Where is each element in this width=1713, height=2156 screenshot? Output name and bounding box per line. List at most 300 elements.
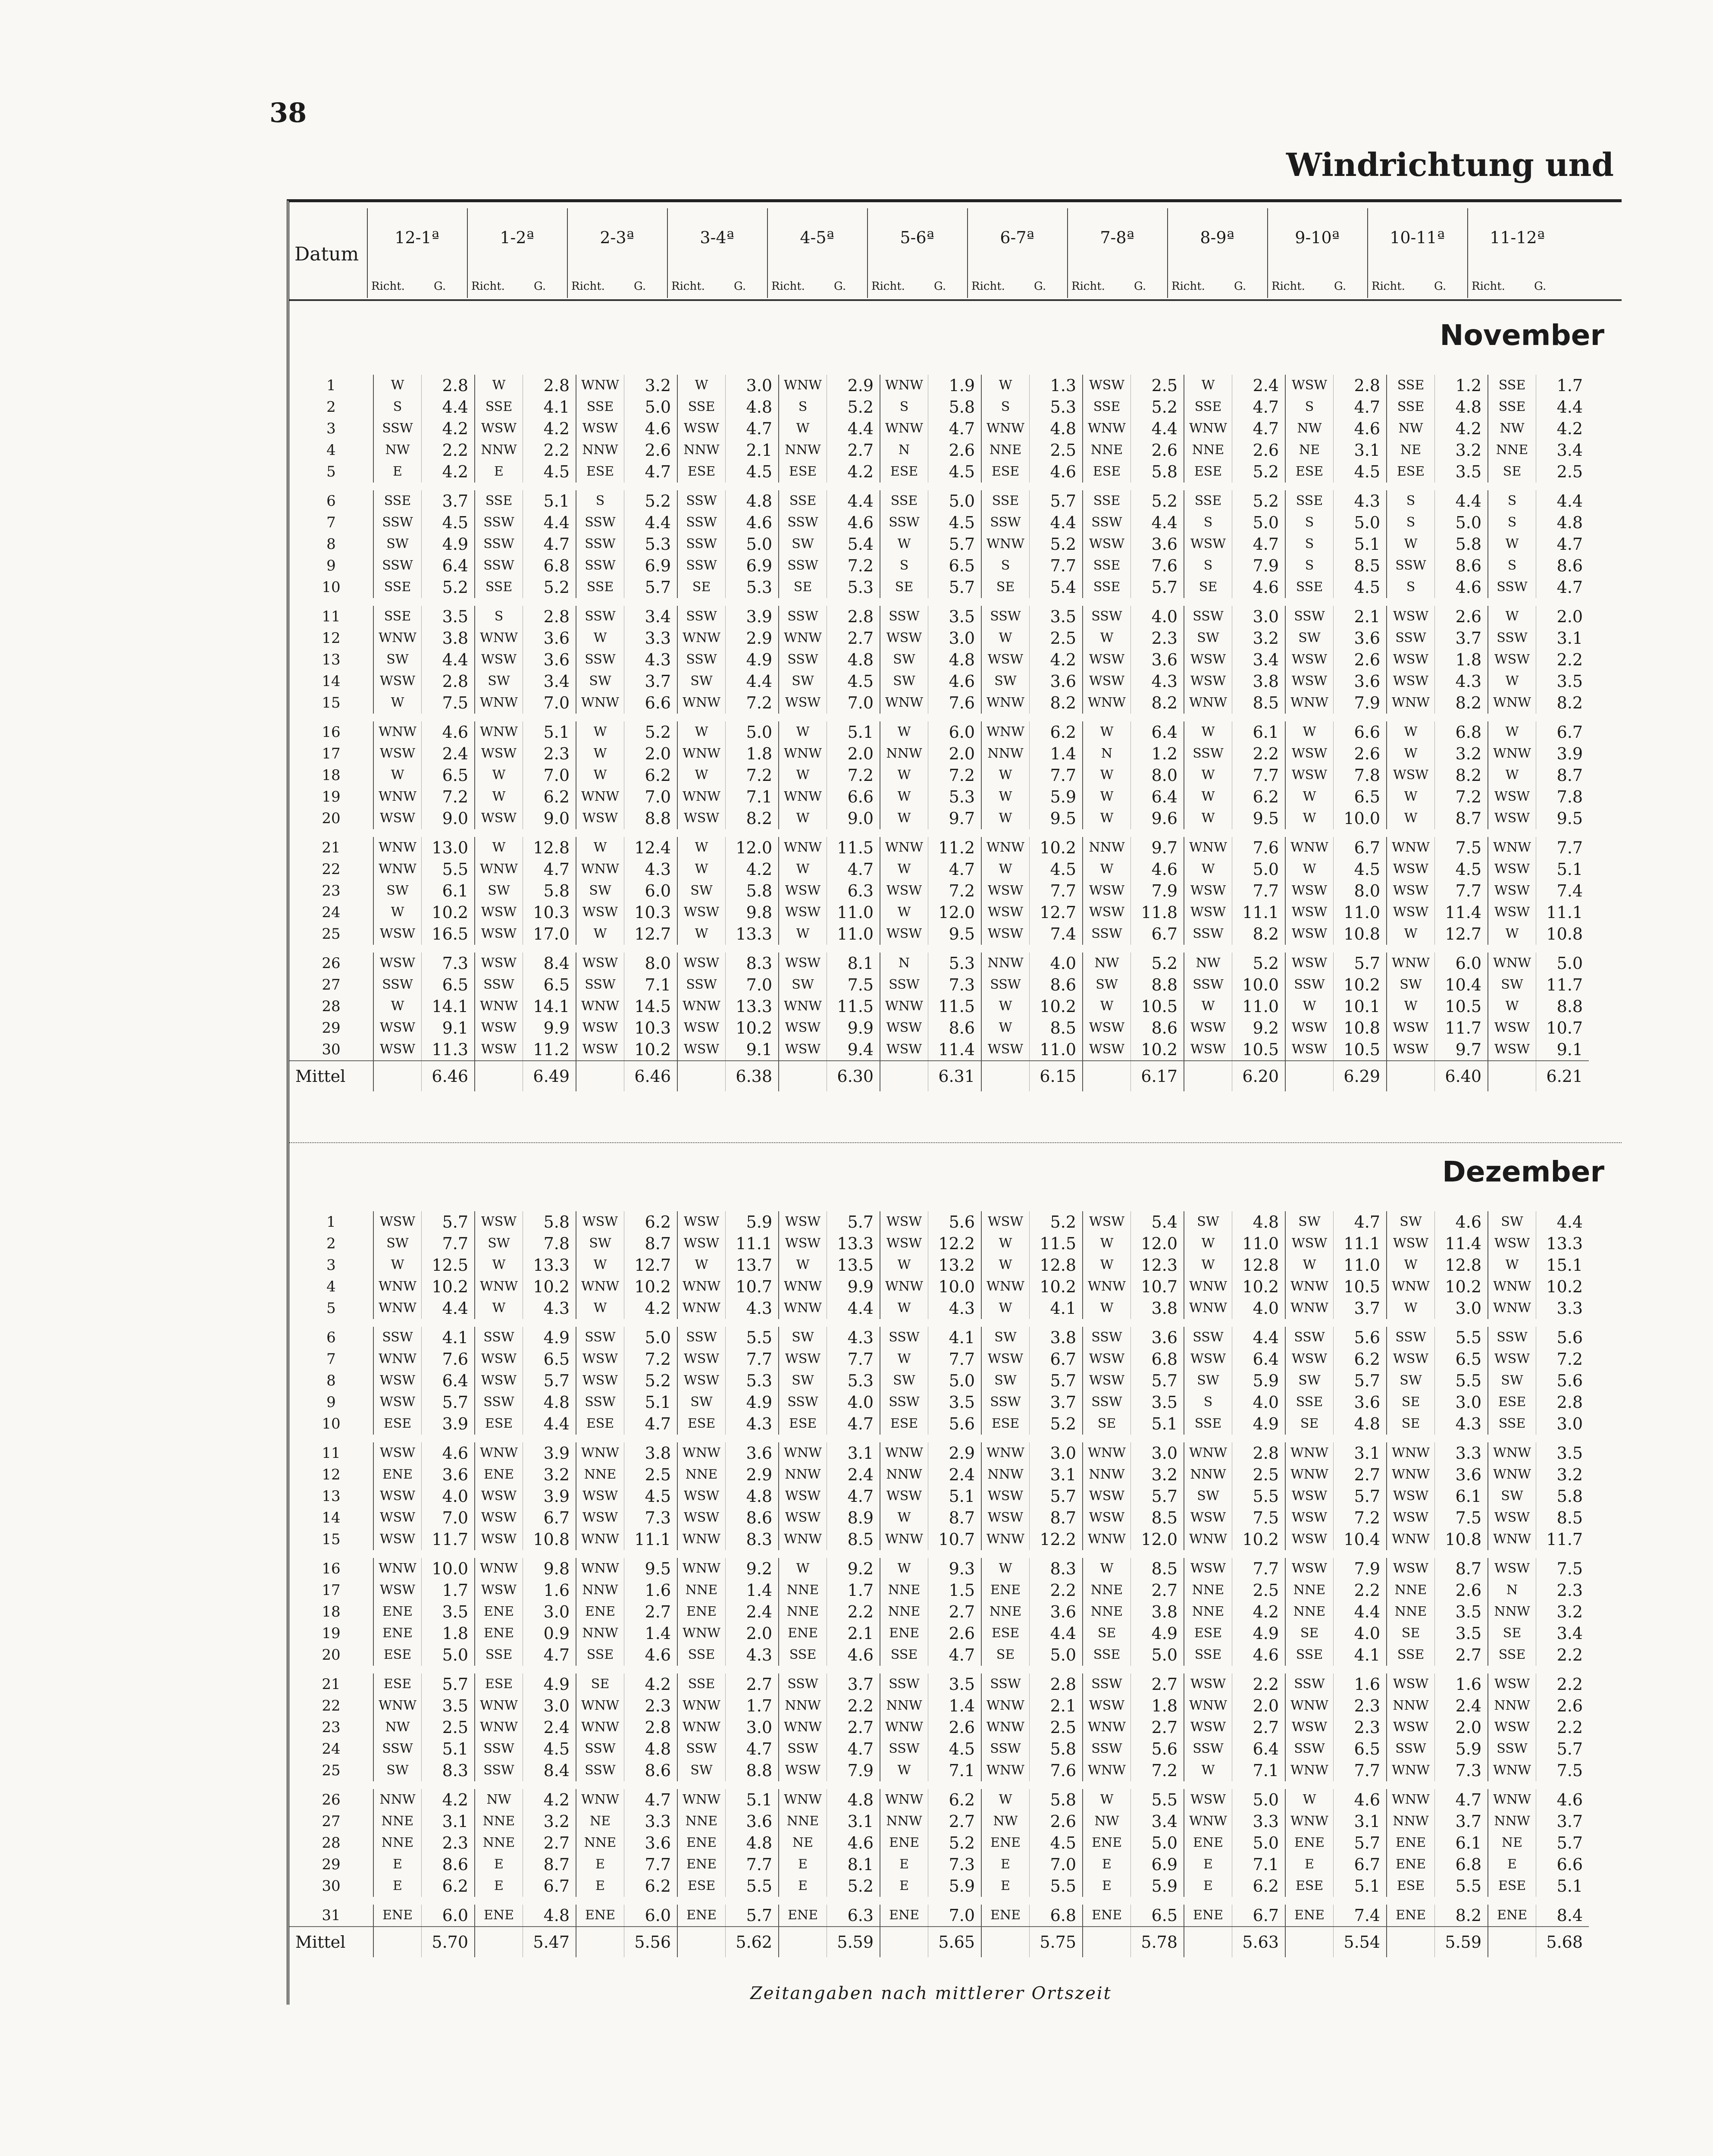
direction-cell: SSW xyxy=(677,974,726,996)
speed-subheader: G. xyxy=(634,280,646,293)
direction-cell: WSW xyxy=(373,1391,422,1413)
direction-cell: SE xyxy=(1387,1413,1435,1438)
speed-cell: 8.2 xyxy=(726,808,779,833)
speed-cell: 4.2 xyxy=(1232,1601,1286,1623)
direction-cell: W xyxy=(1387,808,1435,833)
speed-cell: 2.6 xyxy=(1030,1811,1083,1832)
speed-cell: 5.0 xyxy=(928,1370,982,1391)
day-cell: 23 xyxy=(322,882,341,899)
speed-cell: 7.2 xyxy=(1536,1348,1589,1370)
data-table-frame xyxy=(287,199,1622,2005)
day-cell: 31 xyxy=(322,1907,341,1924)
direction-cell: WNW xyxy=(373,786,422,808)
speed-cell: 1.6 xyxy=(1334,1670,1387,1695)
speed-cell: 7.3 xyxy=(928,974,982,996)
speed-cell: 3.5 xyxy=(1435,1623,1488,1644)
speed-cell: 4.7 xyxy=(1536,577,1589,602)
speed-cell: 4.7 xyxy=(1232,533,1286,555)
speed-cell: 4.7 xyxy=(1232,396,1286,418)
speed-cell: 1.6 xyxy=(624,1579,678,1601)
speed-cell: 8.2 xyxy=(1435,765,1488,786)
day-cell: 20 xyxy=(322,1646,341,1664)
direction-cell: WNW xyxy=(1488,949,1536,974)
speed-cell: 12.0 xyxy=(928,902,982,923)
speed-cell: 3.2 xyxy=(1435,743,1488,765)
speed-cell: 5.2 xyxy=(1030,1413,1083,1438)
direction-cell: SSE xyxy=(1083,1644,1131,1670)
direction-cell: W xyxy=(1285,1785,1334,1811)
direction-cell: WSW xyxy=(1083,375,1131,396)
day-cell: 12 xyxy=(322,630,341,647)
table-row xyxy=(289,486,1589,512)
direction-cell: WSW xyxy=(1184,1554,1232,1579)
day-cell: 26 xyxy=(322,1791,341,1808)
speed-cell: 4.3 xyxy=(523,1297,576,1323)
direction-cell: WSW xyxy=(373,1529,422,1554)
direction-cell: SSE xyxy=(576,396,624,418)
speed-cell: 4.2 xyxy=(1536,418,1589,439)
speed-cell: 4.5 xyxy=(928,1738,982,1760)
header-divider xyxy=(567,208,568,298)
speed-cell: 3.8 xyxy=(1131,1297,1184,1323)
speed-cell: 8.5 xyxy=(1536,1507,1589,1529)
direction-cell: NNW xyxy=(779,1464,827,1485)
direction-cell: WSW xyxy=(880,1017,928,1039)
direction-cell: SW xyxy=(677,1760,726,1785)
direction-cell: WSW xyxy=(373,808,422,833)
direction-cell: WSW xyxy=(981,649,1030,671)
speed-cell: 2.0 xyxy=(1232,1695,1286,1717)
direction-cell: ESE xyxy=(1285,461,1334,486)
speed-cell: 3.5 xyxy=(422,1695,475,1717)
mean-spacer xyxy=(779,1061,827,1091)
direction-cell: SSW xyxy=(880,1738,928,1760)
speed-cell: 5.0 xyxy=(1232,1832,1286,1854)
direction-cell: WSW xyxy=(475,1579,523,1601)
speed-cell: 4.4 xyxy=(726,671,779,692)
direction-cell: E xyxy=(1083,1875,1131,1901)
direction-cell: SSW xyxy=(1083,602,1131,627)
direction-cell: WSW xyxy=(677,1211,726,1233)
direction-cell: WNW xyxy=(779,1785,827,1811)
speed-cell: 7.7 xyxy=(827,1348,880,1370)
speed-cell: 8.5 xyxy=(1334,555,1387,577)
direction-cell: SSW xyxy=(677,1738,726,1760)
speed-cell: 12.8 xyxy=(1232,1254,1286,1276)
direction-cell: WSW xyxy=(373,1485,422,1507)
day-cell: 21 xyxy=(322,1676,341,1693)
direction-cell: WSW xyxy=(1285,1348,1334,1370)
speed-cell: 5.2 xyxy=(1030,533,1083,555)
speed-cell: 7.1 xyxy=(1232,1760,1286,1785)
day-cell: 28 xyxy=(322,1834,341,1852)
speed-cell: 2.7 xyxy=(523,1832,576,1854)
direction-cell: WNW xyxy=(475,1276,523,1297)
speed-cell: 3.1 xyxy=(1334,1438,1387,1464)
direction-cell: WNW xyxy=(1184,692,1232,718)
speed-cell: 5.5 xyxy=(726,1323,779,1348)
direction-cell: E xyxy=(981,1875,1030,1901)
direction-cell: SSE xyxy=(1184,1413,1232,1438)
speed-cell: 6.2 xyxy=(928,1785,982,1811)
mean-speed-cell: 5.62 xyxy=(726,1927,779,1957)
speed-cell: 14.1 xyxy=(422,996,475,1017)
direction-cell: WNW xyxy=(677,1529,726,1554)
mean-spacer xyxy=(1387,1927,1435,1957)
speed-cell: 6.3 xyxy=(827,880,880,902)
direction-cell: WSW xyxy=(1387,1348,1435,1370)
mean-spacer xyxy=(1083,1061,1131,1091)
direction-cell: W xyxy=(1387,718,1435,743)
speed-cell: 11.1 xyxy=(1334,1233,1387,1254)
direction-cell: WSW xyxy=(1387,1507,1435,1529)
direction-cell: W xyxy=(677,923,726,949)
speed-cell: 3.5 xyxy=(422,1601,475,1623)
column-header xyxy=(289,202,1622,301)
direction-cell: WSW xyxy=(677,1017,726,1039)
direction-cell: W xyxy=(880,1760,928,1785)
speed-cell: 11.7 xyxy=(422,1529,475,1554)
direction-cell: W xyxy=(1184,808,1232,833)
speed-cell: 2.6 xyxy=(1435,602,1488,627)
footer-note: Zeitangaben nach mittlerer Ortszeit xyxy=(750,1984,1112,2003)
direction-cell: SSW xyxy=(981,1391,1030,1413)
speed-cell: 4.4 xyxy=(827,1297,880,1323)
direction-cell: NNE xyxy=(981,1601,1030,1623)
speed-cell: 4.5 xyxy=(1435,859,1488,880)
speed-cell: 4.7 xyxy=(624,1785,678,1811)
speed-cell: 6.2 xyxy=(1232,1875,1286,1901)
mean-speed-cell: 6.46 xyxy=(624,1061,678,1091)
direction-cell: SSW xyxy=(880,1670,928,1695)
direction-cell: WNW xyxy=(1387,1464,1435,1485)
direction-cell: W xyxy=(880,718,928,743)
speed-cell: 2.6 xyxy=(928,1623,982,1644)
speed-cell: 10.2 xyxy=(1030,996,1083,1017)
speed-cell: 11.4 xyxy=(1435,1233,1488,1254)
speed-cell: 2.8 xyxy=(422,375,475,396)
mean-spacer xyxy=(880,1927,928,1957)
speed-cell: 12.0 xyxy=(1131,1233,1184,1254)
speed-cell: 4.2 xyxy=(624,1670,678,1695)
speed-cell: 3.0 xyxy=(1435,1391,1488,1413)
speed-cell: 10.3 xyxy=(624,902,678,923)
speed-cell: 4.7 xyxy=(624,1413,678,1438)
header-divider xyxy=(1267,208,1268,298)
direction-cell: WSW xyxy=(779,1507,827,1529)
direction-cell: NNE xyxy=(475,1811,523,1832)
direction-cell: WSW xyxy=(677,1348,726,1370)
speed-cell: 5.7 xyxy=(726,1901,779,1927)
direction-cell: ESE xyxy=(981,1623,1030,1644)
speed-cell: 5.2 xyxy=(1030,1211,1083,1233)
day-cell: 7 xyxy=(326,1351,336,1368)
direction-cell: W xyxy=(576,1297,624,1323)
speed-cell: 4.6 xyxy=(1334,1785,1387,1811)
speed-cell: 10.7 xyxy=(928,1529,982,1554)
speed-cell: 7.6 xyxy=(928,692,982,718)
speed-cell: 7.5 xyxy=(1435,1507,1488,1529)
direction-cell: WNW xyxy=(677,1695,726,1717)
speed-cell: 9.0 xyxy=(827,808,880,833)
mean-spacer xyxy=(981,1927,1030,1957)
speed-cell: 2.7 xyxy=(1131,1670,1184,1695)
speed-cell: 7.9 xyxy=(827,1760,880,1785)
speed-cell: 4.8 xyxy=(726,396,779,418)
speed-cell: 4.2 xyxy=(624,1297,678,1323)
speed-cell: 9.4 xyxy=(827,1039,880,1061)
mean-speed-cell: 5.56 xyxy=(624,1927,678,1957)
direction-cell: WSW xyxy=(1285,1717,1334,1738)
mean-speed-cell: 6.15 xyxy=(1030,1061,1083,1091)
direction-cell: WNW xyxy=(475,1554,523,1579)
direction-cell: WSW xyxy=(1488,1348,1536,1370)
direction-cell: WNW xyxy=(1387,1785,1435,1811)
table-row xyxy=(289,512,1589,533)
direction-cell: NNW xyxy=(576,1623,624,1644)
speed-cell: 2.4 xyxy=(422,743,475,765)
speed-cell: 4.2 xyxy=(523,1785,576,1811)
speed-cell: 6.2 xyxy=(1030,718,1083,743)
speed-cell: 4.0 xyxy=(1131,602,1184,627)
speed-cell: 10.8 xyxy=(1334,1017,1387,1039)
direction-cell: WNW xyxy=(1285,1438,1334,1464)
speed-cell: 3.1 xyxy=(1334,1811,1387,1832)
speed-subheader: G. xyxy=(434,280,446,293)
direction-cell: WSW xyxy=(1488,1233,1536,1254)
direction-cell: WSW xyxy=(981,923,1030,949)
direction-cell: SW xyxy=(1285,627,1334,649)
speed-cell: 5.6 xyxy=(928,1211,982,1233)
direction-cell: SSW xyxy=(677,602,726,627)
direction-cell: WSW xyxy=(1083,1485,1131,1507)
day-cell: 4 xyxy=(326,442,336,459)
mean-row xyxy=(289,1061,1589,1091)
direction-cell: W xyxy=(880,902,928,923)
direction-cell: SSE xyxy=(373,486,422,512)
direction-cell: NNE xyxy=(779,1579,827,1601)
direction-cell: S xyxy=(475,602,523,627)
direction-cell: SSW xyxy=(576,1738,624,1760)
direction-cell: W xyxy=(779,859,827,880)
speed-cell: 6.4 xyxy=(1232,1738,1286,1760)
direction-cell: W xyxy=(880,1507,928,1529)
day-cell: 25 xyxy=(322,1762,341,1779)
direction-cell: NE xyxy=(779,1832,827,1854)
direction-cell: WSW xyxy=(1488,1507,1536,1529)
direction-cell: ENE xyxy=(981,1901,1030,1927)
day-cell: 30 xyxy=(322,1041,341,1058)
direction-cell: SSW xyxy=(779,1391,827,1413)
speed-cell: 4.5 xyxy=(827,671,880,692)
direction-cell: ESE xyxy=(880,1413,928,1438)
mean-spacer xyxy=(1488,1927,1536,1957)
speed-cell: 2.0 xyxy=(1435,1717,1488,1738)
direction-cell: SSE xyxy=(1184,396,1232,418)
direction-cell: W xyxy=(1488,533,1536,555)
speed-cell: 2.2 xyxy=(1536,1644,1589,1670)
direction-cell: W xyxy=(1184,786,1232,808)
speed-cell: 4.9 xyxy=(523,1323,576,1348)
speed-cell: 1.4 xyxy=(726,1579,779,1601)
direction-cell: SSW xyxy=(373,418,422,439)
direction-cell: W xyxy=(981,1297,1030,1323)
speed-cell: 4.2 xyxy=(422,418,475,439)
direction-cell: SSW xyxy=(475,555,523,577)
direction-cell: SE xyxy=(981,577,1030,602)
direction-cell: WSW xyxy=(475,1039,523,1061)
direction-cell: WSW xyxy=(576,1348,624,1370)
direction-cell: SSE xyxy=(576,577,624,602)
direction-cell: W xyxy=(475,786,523,808)
direction-cell: WSW xyxy=(1488,649,1536,671)
speed-cell: 5.1 xyxy=(1334,1875,1387,1901)
direction-cell: W xyxy=(981,859,1030,880)
direction-cell: ESE xyxy=(981,1413,1030,1438)
speed-cell: 10.5 xyxy=(1334,1276,1387,1297)
direction-cell: SSE xyxy=(1083,396,1131,418)
speed-cell: 3.9 xyxy=(523,1485,576,1507)
direction-cell: SSE xyxy=(779,486,827,512)
direction-cell: NNW xyxy=(576,1579,624,1601)
speed-cell: 3.2 xyxy=(523,1811,576,1832)
speed-cell: 6.8 xyxy=(1435,1854,1488,1875)
direction-cell: SSW xyxy=(779,649,827,671)
direction-cell: SSW xyxy=(1387,1738,1435,1760)
mean-speed-cell: 6.38 xyxy=(726,1061,779,1091)
direction-cell: SW xyxy=(1387,1370,1435,1391)
speed-cell: 7.9 xyxy=(1232,555,1286,577)
mean-row xyxy=(289,1927,1589,1957)
speed-cell: 13.5 xyxy=(827,1254,880,1276)
mean-spacer xyxy=(475,1061,523,1091)
direction-cell: SSW xyxy=(576,1323,624,1348)
speed-cell: 6.5 xyxy=(1334,786,1387,808)
speed-cell: 5.7 xyxy=(624,577,678,602)
direction-cell: ESE xyxy=(1083,461,1131,486)
direction-cell: WSW xyxy=(1387,902,1435,923)
speed-cell: 3.5 xyxy=(1536,1438,1589,1464)
day-cell: 27 xyxy=(322,1813,341,1830)
mean-speed-cell: 6.30 xyxy=(827,1061,880,1091)
speed-cell: 8.4 xyxy=(523,949,576,974)
direction-cell: WSW xyxy=(475,1485,523,1507)
direction-cell: WSW xyxy=(779,692,827,718)
direction-cell: SSW xyxy=(1285,1323,1334,1348)
direction-cell: ENE xyxy=(677,1901,726,1927)
direction-cell: SSW xyxy=(475,974,523,996)
direction-cell: SSE xyxy=(677,1670,726,1695)
direction-cell: WNW xyxy=(1184,1811,1232,1832)
direction-cell: S xyxy=(1184,555,1232,577)
direction-cell: WSW xyxy=(1387,649,1435,671)
direction-subheader: Richt. xyxy=(471,280,505,293)
speed-cell: 7.5 xyxy=(422,692,475,718)
table-row xyxy=(289,439,1589,461)
direction-cell: N xyxy=(1083,743,1131,765)
direction-cell: SW xyxy=(475,671,523,692)
speed-cell: 5.1 xyxy=(928,1485,982,1507)
speed-cell: 3.5 xyxy=(1030,602,1083,627)
speed-cell: 4.5 xyxy=(928,512,982,533)
direction-cell: WNW xyxy=(1083,692,1131,718)
speed-cell: 6.6 xyxy=(1334,718,1387,743)
speed-cell: 2.6 xyxy=(1334,743,1387,765)
speed-cell: 4.6 xyxy=(624,418,678,439)
speed-cell: 4.9 xyxy=(726,649,779,671)
speed-cell: 5.7 xyxy=(1030,1485,1083,1507)
direction-cell: W xyxy=(880,533,928,555)
direction-cell: W xyxy=(981,1017,1030,1039)
speed-cell: 2.8 xyxy=(422,671,475,692)
speed-cell: 5.2 xyxy=(1131,486,1184,512)
direction-cell: WSW xyxy=(475,1529,523,1554)
speed-cell: 7.2 xyxy=(928,765,982,786)
speed-cell: 4.2 xyxy=(827,461,880,486)
direction-cell: ENE xyxy=(779,1901,827,1927)
direction-cell: W xyxy=(475,833,523,859)
speed-cell: 4.4 xyxy=(827,418,880,439)
speed-cell: 5.0 xyxy=(1232,859,1286,880)
direction-cell: WNW xyxy=(677,692,726,718)
speed-cell: 5.3 xyxy=(928,949,982,974)
direction-cell: SW xyxy=(779,1370,827,1391)
speed-cell: 6.2 xyxy=(624,1211,678,1233)
speed-cell: 10.0 xyxy=(928,1276,982,1297)
speed-cell: 7.0 xyxy=(1030,1854,1083,1875)
speed-cell: 7.7 xyxy=(1232,765,1286,786)
direction-cell: SSW xyxy=(1083,923,1131,949)
speed-cell: 8.0 xyxy=(1131,765,1184,786)
table-row xyxy=(289,974,1589,996)
speed-cell: 2.6 xyxy=(1435,1579,1488,1601)
direction-cell: NE xyxy=(1488,1832,1536,1854)
speed-cell: 5.7 xyxy=(1334,949,1387,974)
direction-cell: NNW xyxy=(981,949,1030,974)
direction-cell: WNW xyxy=(1285,833,1334,859)
speed-cell: 8.3 xyxy=(726,1529,779,1554)
direction-cell: WSW xyxy=(677,1370,726,1391)
direction-cell: SSW xyxy=(475,1323,523,1348)
direction-cell: WSW xyxy=(576,418,624,439)
speed-cell: 4.1 xyxy=(1334,1644,1387,1670)
speed-cell: 1.6 xyxy=(523,1579,576,1601)
direction-cell: W xyxy=(1285,718,1334,743)
direction-cell: WSW xyxy=(475,808,523,833)
speed-cell: 5.2 xyxy=(1131,949,1184,974)
speed-cell: 3.0 xyxy=(726,1717,779,1738)
hour-header: 2-3ª xyxy=(600,228,634,247)
speed-cell: 10.2 xyxy=(1232,1529,1286,1554)
speed-cell: 2.5 xyxy=(1030,627,1083,649)
speed-cell: 6.0 xyxy=(624,1901,678,1927)
speed-cell: 10.2 xyxy=(523,1276,576,1297)
speed-cell: 10.2 xyxy=(1536,1276,1589,1297)
speed-cell: 5.0 xyxy=(1131,1644,1184,1670)
speed-cell: 3.7 xyxy=(1435,1811,1488,1832)
speed-cell: 5.8 xyxy=(1030,1738,1083,1760)
direction-cell: SW xyxy=(779,671,827,692)
direction-cell: SSE xyxy=(1184,1644,1232,1670)
table-row xyxy=(289,1370,1589,1391)
speed-cell: 4.8 xyxy=(1536,512,1589,533)
speed-cell: 5.3 xyxy=(726,577,779,602)
direction-cell: WSW xyxy=(1387,1233,1435,1254)
speed-cell: 2.8 xyxy=(1232,1438,1286,1464)
speed-cell: 8.0 xyxy=(624,949,678,974)
direction-cell: SW xyxy=(981,671,1030,692)
speed-cell: 1.5 xyxy=(928,1579,982,1601)
